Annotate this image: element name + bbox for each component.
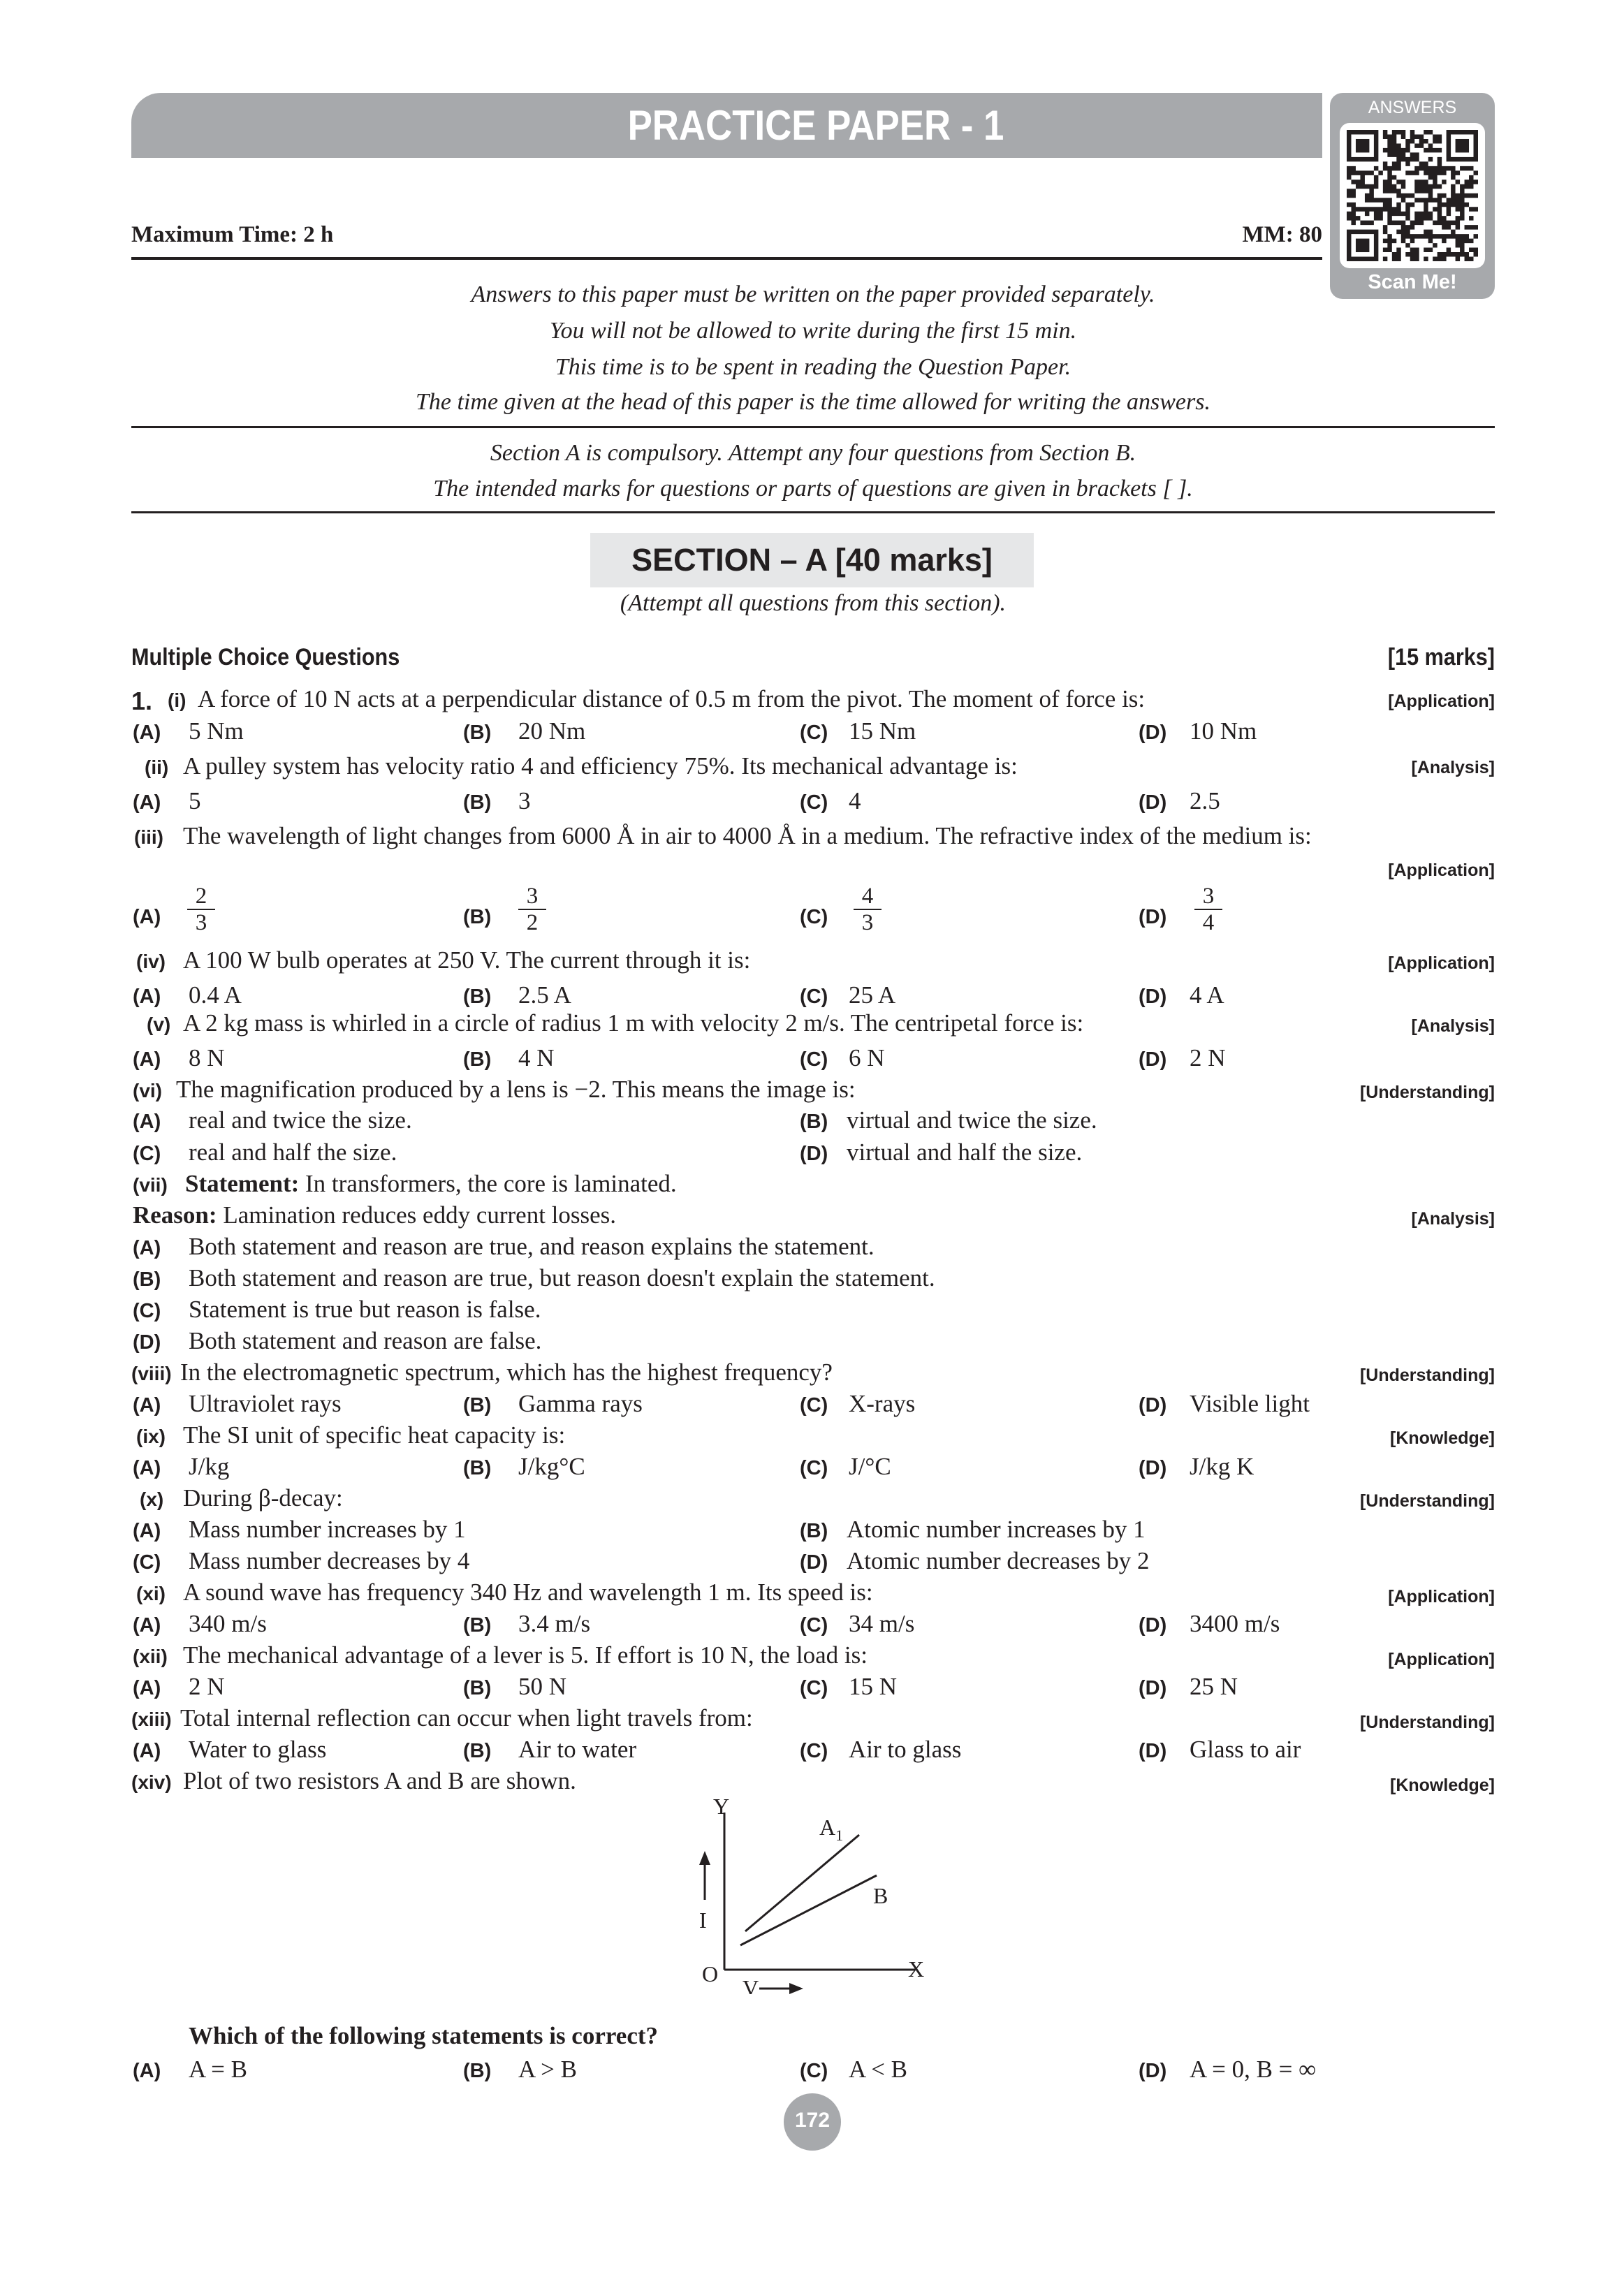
instruction-line [131, 389, 1495, 416]
option-label: (B) [463, 722, 492, 744]
option-text: 15 Nm [849, 717, 916, 745]
option-label: (C) [133, 1143, 161, 1165]
difficulty-tag: [Knowledge] [1390, 1428, 1495, 1448]
option-text: A > B [518, 2056, 577, 2083]
option-text: Air to water [518, 1736, 637, 1763]
instruction-line [131, 354, 1495, 381]
option-text: 25 N [1190, 1673, 1238, 1700]
subquestion-number: (iv) [136, 951, 166, 972]
line-b [740, 1875, 877, 1945]
option-text: A = B [189, 2056, 247, 2083]
option-text: Air to glass [849, 1736, 962, 1763]
option-label: (A) [133, 1048, 161, 1071]
option-label: (B) [463, 1048, 492, 1071]
option-text: 2 N [189, 1673, 225, 1700]
max-marks: MM: 80 [1242, 222, 1322, 247]
option-label: (C) [800, 1457, 828, 1479]
difficulty-tag: [Application] [1388, 861, 1495, 880]
instruction-text: The time given at the head of this paper is the time allowed for writing the answers. [416, 389, 1210, 415]
option-text: Water to glass [189, 1736, 327, 1763]
page-title: PRACTICE PAPER - 1 [627, 102, 1004, 149]
option-label: (A) [133, 1677, 161, 1699]
difficulty-tag: [Understanding] [1359, 1713, 1495, 1732]
option-text: 5 [189, 787, 201, 814]
option-label: (B) [463, 2060, 492, 2082]
option-text: A = 0, B = ∞ [1190, 2056, 1317, 2083]
option-text: 10 Nm [1190, 717, 1257, 745]
arrow-up-icon [699, 1851, 710, 1865]
option-text: Both statement and reason are true, and reason explains the statement. [189, 1233, 875, 1260]
subquestion-number: (i) [168, 689, 186, 711]
option-label: (B) [463, 1740, 492, 1762]
difficulty-tag: [Application] [1388, 691, 1495, 711]
option-text: J/kg K [1190, 1453, 1254, 1480]
option-text: Mass number increases by 1 [189, 1516, 466, 1543]
option-text: 20 Nm [518, 717, 586, 745]
subquestion-number: (ii) [145, 756, 169, 778]
option-label: (A) [133, 1237, 161, 1259]
option-text: J/kg°C [518, 1453, 585, 1480]
fraction-denominator: 2 [518, 909, 546, 935]
instruction-line [131, 318, 1495, 344]
line-a [745, 1835, 859, 1931]
instruction-text: The intended marks for questions or parts of questions are given in brackets [ ]. [433, 476, 1193, 502]
option-text: virtual and twice the size. [847, 1106, 1097, 1134]
option-label: (D) [1139, 791, 1167, 814]
line-a-label: $A_1$ [819, 1815, 844, 1844]
option-label: (A) [133, 1614, 161, 1637]
origin-label: O [702, 1961, 719, 1986]
option-label: (C) [133, 1300, 161, 1322]
difficulty-tag: [Understanding] [1359, 1366, 1495, 1385]
option-text: 6 N [849, 1044, 885, 1071]
option-label: (C) [800, 986, 828, 1008]
question-text: The wavelength of light changes from 6000 Å in air to 4000 Å in a medium. The refractive index of the medium is: [183, 822, 1312, 849]
fraction-numerator: 4 [861, 884, 874, 909]
option-text: Both statement and reason are true, but reason doesn't explain the statement. [189, 1264, 935, 1291]
iv-graph [681, 1799, 939, 1998]
instruction-line [131, 476, 1495, 502]
option-label: (C) [800, 2060, 828, 2082]
option-label: (B) [463, 1614, 492, 1637]
difficulty-tag: [Analysis] [1411, 758, 1495, 777]
option-label: (A) [133, 986, 161, 1008]
option-text: Atomic number increases by 1 [847, 1516, 1146, 1543]
option-text: 3 [518, 787, 531, 814]
statement-line [185, 1170, 677, 1198]
subquestion-number: (iii) [134, 826, 163, 848]
option-label: (B) [463, 1677, 492, 1699]
instruction-text: This time is to be spent in reading the Question Paper. [555, 354, 1071, 380]
option-label: (D) [1139, 1457, 1167, 1479]
question-number: 1. [131, 687, 153, 715]
option-text: Statement is true but reason is false. [189, 1296, 541, 1323]
divider [131, 257, 1322, 260]
question-prompt: Which of the following statements is correct? [189, 2022, 659, 2049]
option-text: Ultraviolet rays [189, 1390, 342, 1417]
question-text: A sound wave has frequency 340 Hz and wavelength 1 m. Its speed is: [183, 1579, 873, 1606]
question-text: In the electromagnetic spectrum, which has the highest frequency? [180, 1359, 833, 1386]
divider [131, 426, 1495, 428]
option-label: (A) [133, 1111, 161, 1133]
option-label: (D) [133, 1331, 161, 1354]
option-text: Gamma rays [518, 1390, 643, 1417]
option-label: (D) [1139, 1740, 1167, 1762]
option-text: 0.4 A [189, 981, 242, 1009]
option-label: (A) [133, 791, 161, 814]
fraction [518, 884, 546, 935]
option-text: J/kg [189, 1453, 230, 1480]
question-text: The mechanical advantage of a lever is 5. If effort is 10 N, the load is: [183, 1641, 868, 1669]
option-text: Atomic number decreases by 2 [847, 1547, 1150, 1574]
subquestion-number: (v) [147, 1013, 171, 1035]
line-b-label: B [873, 1883, 888, 1908]
mcq-heading: Multiple Choice Questions [131, 644, 400, 671]
option-text: 5 Nm [189, 717, 244, 745]
option-label: (A) [133, 1394, 161, 1416]
option-text: 3.4 m/s [518, 1610, 591, 1637]
question-text: In transformers, the core is laminated. [305, 1170, 677, 1197]
section-title: SECTION – A [40 marks] [631, 542, 993, 578]
subquestion-number: (vi) [133, 1080, 162, 1101]
subquestion-number: (xi) [136, 1583, 166, 1604]
option-text: 2.5 A [518, 981, 571, 1009]
instruction-line [131, 440, 1495, 467]
page-number: 172 [794, 2109, 831, 2132]
difficulty-tag: [Application] [1388, 1650, 1495, 1669]
difficulty-tag: [Understanding] [1359, 1083, 1495, 1102]
option-label: (D) [1139, 986, 1167, 1008]
subquestion-number: (xiv) [131, 1771, 172, 1793]
option-text: Glass to air [1190, 1736, 1301, 1763]
question-text: A pulley system has velocity ratio 4 and efficiency 75%. Its mechanical advantage is: [183, 752, 1018, 779]
option-label: (C) [800, 1677, 828, 1699]
difficulty-tag: [Analysis] [1411, 1016, 1495, 1036]
instruction-text: You will not be allowed to write during the first 15 min. [549, 318, 1077, 344]
divider [131, 511, 1495, 513]
option-label: (A) [133, 2060, 161, 2082]
option-label: (C) [800, 791, 828, 814]
option-label: (B) [463, 791, 492, 814]
option-text: A < B [849, 2056, 907, 2083]
option-text: J/°C [849, 1453, 891, 1480]
option-label: (B) [133, 1268, 161, 1291]
option-text: 50 N [518, 1673, 567, 1700]
instruction-text: Section A is compulsory. Attempt any four questions from Section B. [490, 440, 1136, 466]
option-text: 3400 m/s [1190, 1610, 1280, 1637]
option-text: 2.5 [1190, 787, 1220, 814]
option-label: (A) [133, 1740, 161, 1762]
question-text: The magnification produced by a lens is −2. This means the image is: [176, 1076, 856, 1103]
instruction-text: Answers to this paper must be written on the paper provided separately. [471, 281, 1155, 307]
arrow-right-icon [789, 1983, 803, 1994]
option-text: real and twice the size. [189, 1106, 412, 1134]
difficulty-tag: [Application] [1388, 1587, 1495, 1606]
option-label: (D) [1139, 1394, 1167, 1416]
subquestion-number: (vii) [133, 1174, 168, 1196]
option-text: 34 m/s [849, 1610, 915, 1637]
fraction-denominator: 3 [187, 909, 215, 935]
option-label: (C) [800, 1394, 828, 1416]
option-text: 8 N [189, 1044, 225, 1071]
option-text: Mass number decreases by 4 [189, 1547, 470, 1574]
option-label: (D) [800, 1551, 828, 1574]
option-label: (C) [800, 1614, 828, 1637]
fraction [187, 884, 215, 935]
fraction [1194, 884, 1222, 935]
option-label: (D) [1139, 1048, 1167, 1071]
question-text: A 100 W bulb operates at 250 V. The current through it is: [183, 946, 751, 974]
qr-answers-label: ANSWERS [1368, 98, 1457, 117]
mcq-marks: [15 marks] [1387, 644, 1495, 671]
fraction-denominator: 4 [1194, 909, 1222, 935]
option-label: (B) [800, 1111, 828, 1133]
subquestion-number: (ix) [136, 1426, 166, 1447]
option-label: (D) [800, 1143, 828, 1165]
option-text: 25 A [849, 981, 896, 1009]
option-label: (C) [800, 1048, 828, 1071]
option-label: (B) [800, 1520, 828, 1542]
option-label: (D) [1139, 1677, 1167, 1699]
current-label: I [699, 1908, 707, 1933]
fraction-numerator: 3 [1202, 884, 1215, 909]
option-label: (B) [463, 906, 492, 928]
difficulty-tag: [Knowledge] [1390, 1776, 1495, 1795]
y-axis-label: Y [713, 1799, 730, 1819]
difficulty-tag: [Application] [1388, 953, 1495, 973]
option-label: (C) [800, 1740, 828, 1762]
option-label: (A) [133, 1457, 161, 1479]
qr-scan-label: Scan Me! [1368, 271, 1457, 293]
option-label: (B) [463, 986, 492, 1008]
option-label: (D) [1139, 722, 1167, 744]
section-subtitle: (Attempt all questions from this section). [620, 590, 1007, 616]
reason-line [133, 1201, 616, 1229]
option-label: (C) [800, 722, 828, 744]
question-text: The SI unit of specific heat capacity is: [183, 1421, 566, 1449]
option-label: (B) [463, 1394, 492, 1416]
subquestion-number: (x) [140, 1488, 164, 1510]
instruction-line [131, 281, 1495, 308]
question-text: A force of 10 N acts at a perpendicular distance of 0.5 m from the pivot. The moment of force is: [198, 685, 1146, 712]
question-text: Total internal reflection can occur when light travels from: [180, 1704, 753, 1732]
option-text: Both statement and reason are false. [189, 1327, 542, 1354]
max-time: Maximum Time: 2 h [131, 222, 334, 247]
question-text: During β-decay: [183, 1484, 343, 1511]
option-text: 4 [849, 787, 861, 814]
reason-label: Reason: [133, 1201, 217, 1229]
fraction [854, 884, 882, 935]
fraction-numerator: 2 [195, 884, 207, 909]
option-label: (C) [800, 906, 828, 928]
subquestion-number: (xii) [133, 1646, 168, 1667]
option-text: Visible light [1190, 1390, 1310, 1417]
subquestion-number: (viii) [131, 1363, 172, 1384]
voltage-label: V [742, 1975, 759, 1994]
option-text: X-rays [849, 1390, 916, 1417]
option-label: (C) [133, 1551, 161, 1574]
option-text: 4 A [1190, 981, 1224, 1009]
statement-label: Statement: [185, 1170, 300, 1197]
fraction-numerator: 3 [526, 884, 539, 909]
x-axis-label: X [908, 1956, 925, 1982]
fraction-denominator: 3 [854, 909, 882, 935]
option-label: (D) [1139, 2060, 1167, 2082]
option-label: (A) [133, 906, 161, 928]
option-label: (D) [1139, 906, 1167, 928]
option-label: (B) [463, 1457, 492, 1479]
subquestion-number: (xiii) [131, 1708, 172, 1730]
option-text: virtual and half the size. [847, 1139, 1083, 1166]
option-label: (A) [133, 1520, 161, 1542]
question-text: A 2 kg mass is whirled in a circle of radius 1 m with velocity 2 m/s. The centripetal force is: [183, 1009, 1084, 1037]
difficulty-tag: [Understanding] [1359, 1491, 1495, 1511]
option-text: 340 m/s [189, 1610, 267, 1637]
qr-code-icon [1340, 123, 1485, 268]
option-label: (A) [133, 722, 161, 744]
option-label: (D) [1139, 1614, 1167, 1637]
option-text: 2 N [1190, 1044, 1226, 1071]
option-text: 4 N [518, 1044, 555, 1071]
reason-text: Lamination reduces eddy current losses. [223, 1201, 617, 1229]
question-text: Plot of two resistors A and B are shown. [183, 1767, 576, 1794]
difficulty-tag: [Analysis] [1411, 1209, 1495, 1229]
option-text: 15 N [849, 1673, 898, 1700]
option-text: real and half the size. [189, 1139, 397, 1166]
